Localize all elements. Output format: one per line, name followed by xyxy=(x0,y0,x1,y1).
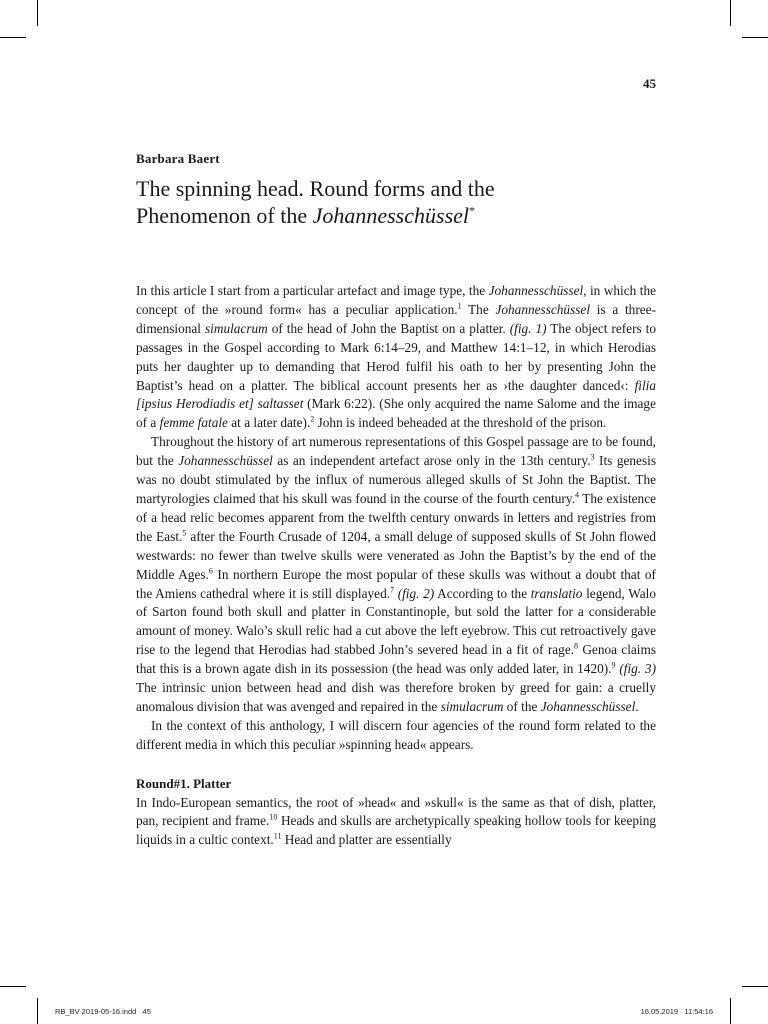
figure-ref: (fig. 3) xyxy=(619,661,656,677)
text: In this article I start from a particular artefact and image type, the xyxy=(136,283,489,298)
paragraph-1 xyxy=(136,282,656,433)
figure-ref: (fig. 2) xyxy=(397,585,435,601)
footnote-ref: 5 xyxy=(182,528,187,538)
text: Genoa claims that this is a brown agate dish in its possession (the head was only added later, in 1420). xyxy=(136,642,656,677)
footnote-ref: 8 xyxy=(574,641,579,651)
paragraph-4 xyxy=(136,794,656,851)
text: In Indo-European semantics, the root of »head« and »skull« is the same as that of dish, platter, pan, recipient and frame. xyxy=(136,794,656,829)
text: In northern Europe the most popular of these skulls was without a doubt that of the Amiens cathedral where it is still displayed. xyxy=(136,566,656,601)
footnote-ref: 10 xyxy=(269,813,278,823)
crop-mark xyxy=(730,0,731,26)
title-italic: Johannesschüssel xyxy=(312,203,470,228)
text: The xyxy=(461,301,496,317)
article-body xyxy=(136,282,656,850)
article-title xyxy=(136,175,636,229)
italic-term: Johannesschüssel xyxy=(178,453,273,469)
footnote-ref: 7 xyxy=(390,585,395,595)
text: legend, Walo of Sarton found both skull and platter in Constantinople, but sold the latter for a considerable amount of money. Walo’s skull relic had a cut above the left eyebrow. This cut retroactively gave rise to the legend that Herodias had stabbed John’s severed head in a fit of rage. xyxy=(136,585,657,658)
text: Heads and skulls are archetypically speaking hollow tools for keeping liquids in a cultic context. xyxy=(136,813,656,848)
title-footnote-mark: * xyxy=(469,203,476,218)
crop-mark xyxy=(0,37,26,38)
figure-ref: (fig. 1) xyxy=(509,320,547,336)
page-number: 45 xyxy=(643,76,656,91)
footnote-ref: 1 xyxy=(457,301,462,311)
section-heading: Round#1. Platter xyxy=(136,775,232,791)
paragraph-2 xyxy=(136,433,656,717)
crop-mark xyxy=(730,998,731,1024)
text: at a later date). xyxy=(227,415,311,431)
text: Throughout the history of art numerous representations of this Gospel passage are to be found, but the xyxy=(136,434,656,469)
text: as an independent artefact arose only in the 13th century. xyxy=(272,453,591,469)
italic-term: femme fatale xyxy=(159,415,228,431)
footnote-ref: 11 xyxy=(273,831,282,841)
footnote-ref: 2 xyxy=(310,414,315,424)
text: According to the xyxy=(434,585,531,601)
paragraph-3: In the context of this anthology, I will discern four agencies of the round form related to the different media in which this peculiar »spinning head« appears. xyxy=(136,717,656,752)
crop-mark xyxy=(742,986,768,987)
text: The object refers to passages in the Gospel according to Mark 6:14–29, and Matthew 14:1–12, in which Herodias puts her daughter up to demanding that Herod fulfil his oath to her by presenting John the Baptist’s head on a platter. The biblical account presents her as ›the daughter danced‹: xyxy=(136,320,656,393)
footnote-ref: 4 xyxy=(574,490,579,500)
text: (Mark 6:22). (She only acquired the name Salome and the image of a xyxy=(136,396,656,431)
text: . xyxy=(635,698,639,714)
crop-mark xyxy=(37,998,38,1024)
text: John is indeed beheaded at the threshold of the prison. xyxy=(314,415,607,431)
italic-term: simulacrum xyxy=(440,698,504,714)
latin-quote: filia [ipsius Herodiadis et] saltasset xyxy=(136,377,656,412)
crop-mark xyxy=(0,986,26,987)
italic-term: translatio xyxy=(530,585,583,601)
print-slug-timestamp: 16.05.2019 11:54:16 xyxy=(640,1007,713,1016)
text: of the xyxy=(503,698,541,714)
author-name: Barbara Baert xyxy=(136,151,220,166)
title-line-2: Phenomenon of the xyxy=(136,203,313,228)
print-slug-file: RB_BV 2019-05-16.indd 45 xyxy=(55,1007,151,1016)
italic-term: Johannesschüssel xyxy=(495,301,591,317)
text: , in which the concept of the »round form« has a peculiar application. xyxy=(136,283,656,317)
text: The intrinsic union between head and dish was therefore broken by greed for gain: a cruelly anomalous division that was avenged and repaired in the xyxy=(136,680,656,714)
text: after the Fourth Crusade of 1204, a small deluge of supposed skulls of St John flowed westwards: no fewer than twelve skulls were venerated as John the Baptist’s by the end of the Middle Ages. xyxy=(136,528,656,582)
text: is a three-dimensional xyxy=(136,301,656,336)
footnote-ref: 6 xyxy=(208,566,213,576)
text: Head and platter are essentially xyxy=(281,832,452,848)
crop-mark xyxy=(37,0,38,26)
text: Its genesis was no doubt stimulated by the influx of numerous alleged skulls of St John the Baptist. The martyrologies claimed that his skull was found in the course of the fourth century. xyxy=(136,453,656,506)
italic-term: Johannesschüssel xyxy=(488,283,584,298)
title-line-1: The spinning head. Round forms and the xyxy=(136,176,495,201)
footnote-ref: 9 xyxy=(611,660,616,670)
text: of the head of John the Baptist on a platter. xyxy=(267,320,510,336)
italic-term: simulacrum xyxy=(204,320,268,336)
italic-term: Johannesschüssel xyxy=(540,698,636,714)
footnote-ref: 3 xyxy=(590,452,595,462)
crop-mark xyxy=(742,37,768,38)
text: The existence of a head relic becomes apparent from the twelfth century onwards in letters and registries from the East. xyxy=(136,490,656,544)
